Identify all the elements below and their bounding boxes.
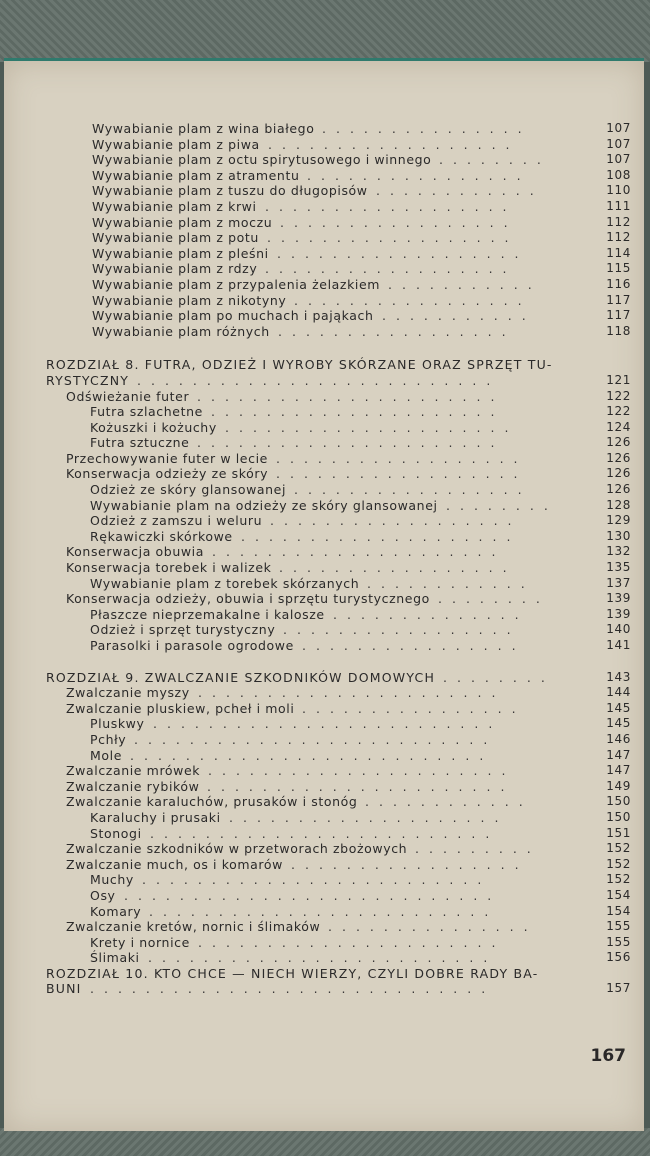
toc-row (46, 670, 631, 686)
toc-row (46, 373, 631, 389)
leader-dots: ............... (328, 919, 538, 935)
leader-dots: .................. (267, 230, 519, 246)
toc-page-number: 117 (606, 308, 631, 323)
toc-page-number: 115 (606, 261, 631, 276)
toc-entry-title: Wywabianie plam z pleśni (92, 245, 269, 261)
toc-row (46, 451, 631, 467)
toc-row (46, 576, 631, 592)
toc-entry-title: ROZDZIAŁ 10. KTO CHCE — NIECH WIERZY, CZYLI DOBRE RADY BA- (46, 965, 539, 981)
toc-entry-title: Konserwacja obuwia (66, 544, 205, 560)
chapter-8 (46, 357, 631, 653)
leader-dots: .......................... (137, 372, 501, 388)
toc-row (46, 857, 631, 873)
toc-row (46, 872, 631, 888)
leader-dots: ...................... (207, 778, 515, 794)
leader-dots: .............. (333, 606, 529, 622)
leader-dots: .................. (268, 136, 520, 152)
leader-dots: ........... (388, 276, 542, 292)
leader-dots: ............ (376, 183, 544, 199)
leader-dots: ...................... (197, 435, 505, 451)
toc-row (46, 904, 631, 920)
toc-entry-title: Pchły (90, 731, 127, 747)
leader-dots: .................. (270, 513, 522, 529)
toc-row (46, 199, 631, 215)
toc-row (46, 435, 631, 451)
toc-row (46, 389, 631, 405)
toc-row (46, 638, 631, 654)
toc-page-number: 117 (606, 292, 631, 307)
toc-page-number: 124 (606, 419, 631, 434)
leader-dots: ...................... (208, 763, 516, 779)
toc-page-number: 145 (606, 716, 631, 731)
toc-page-number: 111 (606, 198, 631, 213)
leader-dots: ............ (365, 794, 533, 810)
toc-entry-title: Zwalczanie karaluchów, prusaków i stonóg (66, 794, 358, 810)
toc-entry-title: Zwalczanie szkodników w przetworach zbożowych (66, 841, 408, 857)
toc-row (46, 981, 631, 997)
book-cover-bottom (0, 1128, 650, 1156)
toc-page-number: 155 (606, 919, 631, 934)
toc-row (46, 935, 631, 951)
toc-entry-title: Futra sztuczne (90, 435, 190, 451)
leader-dots: ............ (367, 575, 535, 591)
toc-page-number: 146 (606, 731, 631, 746)
leader-dots: ......................... (153, 716, 503, 732)
toc-page-number: 152 (606, 841, 631, 856)
toc-page-number: 121 (606, 372, 631, 387)
leader-dots: ................. (283, 622, 521, 638)
toc-entry-title: Pluskwy (90, 716, 145, 732)
leader-dots: .................. (277, 245, 529, 261)
leader-dots: ........ (438, 591, 550, 607)
toc-entry-title: Zwalczanie myszy (66, 685, 190, 701)
toc-entry-title: Kożuszki i kożuchy (90, 419, 217, 435)
toc-row (46, 215, 631, 231)
toc-entry-title: Mole (90, 747, 122, 763)
leader-dots: ................ (307, 167, 531, 183)
leader-dots: ........ (443, 669, 555, 685)
table-of-contents (46, 121, 631, 997)
leader-dots: ........ (439, 152, 551, 168)
leader-dots: ................ (302, 638, 526, 653)
toc-entry-title: Osy (90, 887, 116, 903)
toc-row (46, 513, 631, 529)
toc-entry-title: Muchy (90, 872, 134, 888)
leader-dots: ................. (294, 482, 532, 498)
toc-row (46, 685, 631, 701)
toc-entry-title: Wywabianie plam z tuszu do długopisów (92, 183, 368, 199)
page-number: 167 (590, 1046, 626, 1066)
toc-page-number: 137 (606, 575, 631, 590)
toc-row (46, 230, 631, 246)
leader-dots: .......................... (130, 747, 494, 763)
toc-row (46, 560, 631, 576)
toc-entry-title: Zwalczanie much, os i komarów (66, 856, 283, 872)
leader-dots: ................. (294, 292, 532, 308)
toc-row (46, 308, 631, 324)
leader-dots: ............... (322, 121, 532, 136)
toc-page-number: 118 (606, 323, 631, 338)
toc-entry-title: Zwalczanie kretów, nornic i ślimaków (66, 919, 321, 935)
toc-row (46, 794, 631, 810)
leader-dots: ......... (415, 841, 541, 857)
toc-row (46, 183, 631, 199)
chapter-10 (46, 966, 631, 997)
toc-page-number: 150 (606, 809, 631, 824)
toc-row (46, 716, 631, 732)
toc-page-number: 154 (606, 887, 631, 902)
toc-entry-title: Odzież z zamszu i weluru (90, 513, 263, 529)
toc-entry-title: BUNI (46, 981, 82, 997)
toc-page-number: 116 (606, 276, 631, 291)
toc-row (46, 810, 631, 826)
toc-page-number: 112 (606, 214, 631, 229)
leader-dots: ............................. (90, 981, 496, 997)
toc-row (46, 888, 631, 904)
toc-entry-title: Odzież i sprzęt turystyczny (90, 622, 276, 638)
toc-page-number: 126 (606, 435, 631, 450)
toc-entry-title: Rękawiczki skórkowe (90, 528, 233, 544)
toc-row (46, 466, 631, 482)
toc-entry-title: Wywabianie plam z moczu (92, 214, 273, 230)
toc-row (46, 324, 631, 340)
toc-page-number: 139 (606, 606, 631, 621)
toc-page-number: 132 (606, 544, 631, 559)
toc-row (46, 277, 631, 293)
book-cover-top (0, 0, 650, 62)
toc-row (46, 121, 631, 137)
toc-page-number: 126 (606, 466, 631, 481)
toc-row (46, 607, 631, 623)
leader-dots: ...................... (198, 934, 506, 950)
plam-section (46, 121, 631, 339)
toc-row (46, 591, 631, 607)
toc-row (46, 841, 631, 857)
toc-entry-title: ROZDZIAŁ 8. FUTRA, ODZIEŻ I WYROBY SKÓRZANE ORAZ SPRZĘT TU- (46, 357, 553, 373)
toc-row (46, 246, 631, 262)
toc-row (46, 732, 631, 748)
leader-dots: .......................... (134, 731, 498, 747)
toc-page-number: 107 (606, 121, 631, 135)
toc-entry-title: Konserwacja torebek i walizek (66, 560, 272, 576)
leader-dots: ..................... (212, 544, 506, 560)
toc-page-number: 156 (606, 950, 631, 965)
toc-row (46, 779, 631, 795)
toc-entry-title: Zwalczanie mrówek (66, 763, 201, 779)
leader-dots: ........................... (124, 887, 502, 903)
toc-row (46, 529, 631, 545)
leader-dots: ...................... (197, 388, 505, 404)
toc-row (46, 404, 631, 420)
toc-row (46, 357, 631, 373)
toc-entry-title: Wywabianie plam z rdzy (92, 261, 258, 277)
toc-page-number: 157 (606, 981, 631, 996)
toc-entry-title: Wywabianie plam z przypalenia żelazkiem (92, 276, 381, 292)
toc-row (46, 826, 631, 842)
toc-page-number: 141 (606, 638, 631, 652)
toc-entry-title: Wywabianie plam różnych (92, 323, 270, 339)
toc-page-number: 143 (606, 669, 631, 684)
toc-row (46, 261, 631, 277)
leader-dots: ......................... (149, 903, 499, 919)
toc-page-number: 150 (606, 794, 631, 809)
toc-entry-title: Wywabianie plam na odzieży ze skóry glansowanej (90, 497, 438, 513)
toc-page-number: 155 (606, 934, 631, 949)
toc-page-number: 144 (606, 685, 631, 700)
toc-entry-title: Futra szlachetne (90, 404, 203, 420)
toc-row (46, 748, 631, 764)
toc-entry-title: Wywabianie plam z krwi (92, 198, 257, 214)
toc-page-number: 151 (606, 825, 631, 840)
toc-row (46, 966, 631, 982)
toc-entry-title: Wywabianie plam z wina białego (92, 121, 315, 136)
toc-row (46, 701, 631, 717)
toc-page-number: 108 (606, 167, 631, 182)
leader-dots: .................. (265, 198, 517, 214)
toc-page-number: 139 (606, 591, 631, 606)
toc-entry-title: Wywabianie plam z potu (92, 230, 259, 246)
toc-page-number: 140 (606, 622, 631, 637)
toc-entry-title: Wywabianie plam z nikotyny (92, 292, 287, 308)
toc-entry-title: Konserwacja odzieży ze skóry (66, 466, 269, 482)
toc-page-number: 152 (606, 872, 631, 887)
toc-page-number: 112 (606, 230, 631, 245)
toc-entry-title: Karaluchy i prusaki (90, 809, 221, 825)
toc-entry-title: Krety i nornice (90, 934, 190, 950)
toc-page-number: 130 (606, 528, 631, 543)
toc-entry-title: Wywabianie plam z piwa (92, 136, 260, 152)
leader-dots: ........ (446, 497, 558, 513)
toc-page-number: 135 (606, 560, 631, 575)
leader-dots: ..................... (211, 404, 505, 420)
toc-page-number: 129 (606, 513, 631, 528)
toc-entry-title: Wywabianie plam z octu spirytusowego i winnego (92, 152, 432, 168)
toc-row (46, 137, 631, 153)
leader-dots: .................. (265, 261, 517, 277)
toc-row (46, 482, 631, 498)
toc-row (46, 919, 631, 935)
toc-row (46, 544, 631, 560)
leader-dots: ................. (280, 214, 518, 230)
leader-dots: ................. (279, 560, 517, 576)
toc-page-number: 126 (606, 450, 631, 465)
toc-entry-title: Ślimaki (90, 950, 140, 966)
toc-row (46, 498, 631, 514)
toc-entry-title: Wywabianie plam po muchach i pająkach (92, 308, 374, 324)
toc-entry-title: Konserwacja odzieży, obuwia i sprzętu turystycznego (66, 591, 430, 607)
toc-page-number: 114 (606, 245, 631, 260)
toc-page-number: 126 (606, 482, 631, 497)
toc-page-number: 154 (606, 903, 631, 918)
toc-page-number: 149 (606, 778, 631, 793)
leader-dots: ......................... (142, 872, 492, 888)
leader-dots: ......................... (150, 825, 500, 841)
leader-dots: ..................... (225, 419, 519, 435)
toc-row (46, 622, 631, 638)
leader-dots: ................ (302, 700, 526, 716)
toc-entry-title: ROZDZIAŁ 9. ZWALCZANIE SZKODNIKÓW DOMOWYCH (46, 669, 436, 685)
toc-row (46, 152, 631, 168)
toc-page-number: 110 (606, 183, 631, 198)
leader-dots: .................... (229, 809, 509, 825)
leader-dots: ......................... (148, 950, 498, 966)
toc-entry-title: Odzież ze skóry glansowanej (90, 482, 287, 498)
toc-entry-title: Wywabianie plam z torebek skórzanych (90, 575, 360, 591)
leader-dots: .................. (276, 466, 528, 482)
leader-dots: ...................... (198, 685, 506, 701)
toc-row (46, 168, 631, 184)
toc-page-number: 107 (606, 152, 631, 167)
toc-page-number: 147 (606, 763, 631, 778)
chapter-9 (46, 670, 631, 966)
leader-dots: ................. (278, 323, 516, 339)
toc-page-number: 122 (606, 404, 631, 419)
toc-entry-title: Zwalczanie rybików (66, 778, 200, 794)
toc-row (46, 950, 631, 966)
leader-dots: .................. (276, 450, 528, 466)
toc-row (46, 420, 631, 436)
toc-page-number: 152 (606, 856, 631, 871)
book-page (4, 58, 644, 1131)
toc-page-number: 122 (606, 388, 631, 403)
toc-page-number: 107 (606, 136, 631, 151)
toc-entry-title: Parasolki i parasole ogrodowe (90, 638, 294, 653)
toc-page-number: 145 (606, 700, 631, 715)
leader-dots: .................... (241, 528, 521, 544)
toc-row (46, 763, 631, 779)
toc-entry-title: Komary (90, 903, 142, 919)
toc-entry-title: RYSTYCZNY (46, 372, 130, 388)
toc-entry-title: Wywabianie plam z atramentu (92, 167, 300, 183)
toc-entry-title: Odświeżanie futer (66, 388, 190, 404)
toc-page-number: 147 (606, 747, 631, 762)
toc-entry-title: Płaszcze nieprzemakalne i kalosze (90, 606, 325, 622)
toc-entry-title: Zwalczanie pluskiew, pcheł i moli (66, 700, 295, 716)
toc-entry-title: Przechowywanie futer w lecie (66, 450, 268, 466)
toc-entry-title: Stonogi (90, 825, 142, 841)
leader-dots: ........... (382, 308, 536, 324)
leader-dots: ................. (291, 856, 529, 872)
toc-row (46, 293, 631, 309)
toc-page-number: 128 (606, 497, 631, 512)
